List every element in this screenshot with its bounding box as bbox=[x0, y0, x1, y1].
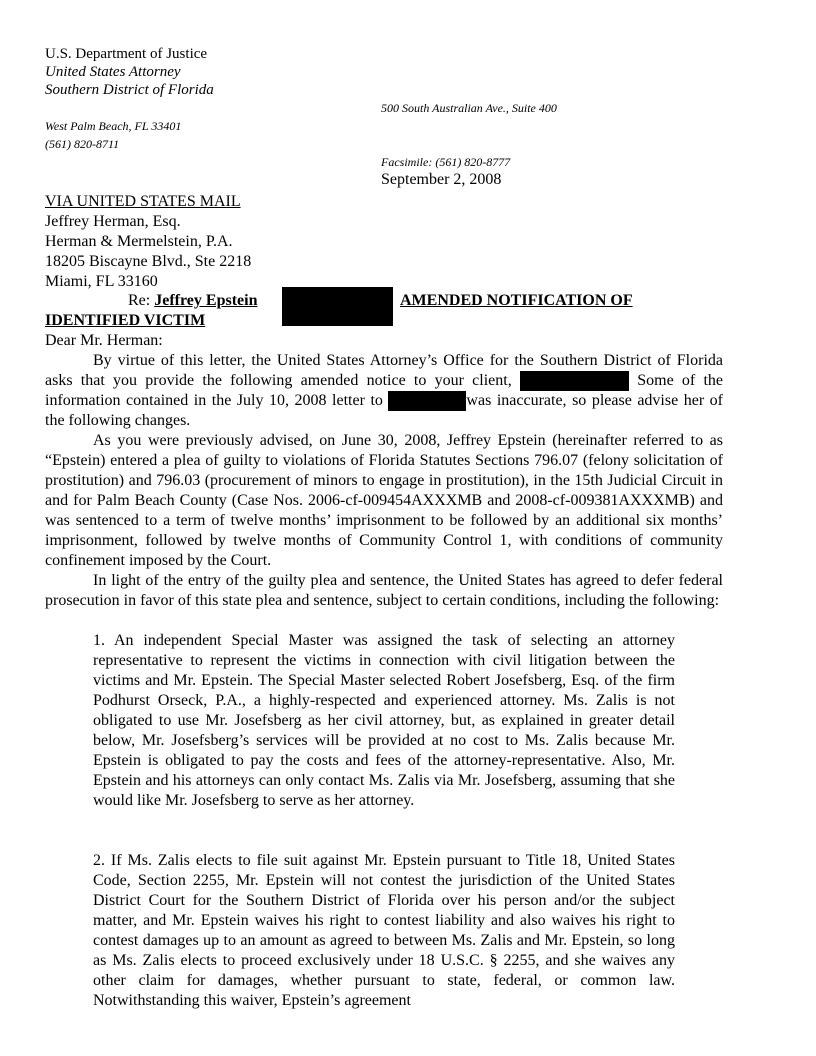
district-name: Southern District of Florida bbox=[45, 82, 214, 98]
paragraph-1-text-b: Some of the information contained in the July 10, 2008 letter to bbox=[45, 372, 724, 409]
department-name: U.S. Department of Justice bbox=[45, 46, 208, 62]
re-title-line-2: IDENTIFIED VICTIM bbox=[45, 312, 206, 329]
re-title-line-1: AMENDED NOTIFICATION OF bbox=[400, 292, 633, 309]
city-address: West Palm Beach, FL 33401 bbox=[45, 119, 182, 133]
street-address: 500 South Australian Ave., Suite 400 bbox=[381, 101, 557, 115]
re-line bbox=[128, 291, 257, 311]
recipient-firm: Herman & Mermelstein, P.A. bbox=[45, 233, 233, 250]
letterhead bbox=[45, 45, 214, 99]
fax-number: Facsimile: (561) 820-8777 bbox=[381, 155, 511, 169]
list-item-2: 2. If Ms. Zalis elects to file suit against Mr. Epstein pursuant to Title 18, United States Code, Section 2255, Mr. Epstein will not contest the jurisdiction of the United States District Court for the Southern District of Florida over his person and/or the subject matter, and Mr. Epstein waives his right to contest liability and also waives his right to contest damages up to an amount as agreed to between Ms. Zalis and Mr. Epstein, so long as Ms. Zalis elects to proceed exclusively under 18 U.S.C. § 2255, and she waives any other claim for damages, whether pursuant to state, federal, or common law. Notwithstanding this waiver, Epstein’s agreement bbox=[93, 852, 675, 1009]
recipient-name: Jeffrey Herman, Esq. bbox=[45, 213, 181, 230]
paragraph-1-text-a: By virtue of this letter, the United States Attorney’s Office for the Southern District of Florida asks that you provide the following amended notice to your client, bbox=[45, 352, 723, 389]
re-defendant: Jeffrey Epstein bbox=[154, 292, 258, 309]
paragraph-1-text-c: was inaccurate, so please advise her of the following changes. bbox=[45, 392, 723, 429]
delivery-method: VIA UNITED STATES MAIL bbox=[45, 193, 241, 210]
redaction-box-letter-recipient bbox=[388, 391, 466, 411]
recipient-street: 18205 Biscayne Blvd., Ste 2218 bbox=[45, 253, 252, 270]
recipient-city: Miami, FL 33160 bbox=[45, 273, 158, 290]
redaction-box-subject bbox=[282, 287, 393, 326]
paragraph-3: In light of the entry of the guilty plea and sentence, the United States has agreed to defer federal prosecution in favor of this state plea and sentence, subject to certain conditions, including the following: bbox=[45, 572, 723, 609]
re-prefix: Re: bbox=[128, 292, 151, 309]
salutation: Dear Mr. Herman: bbox=[45, 332, 163, 349]
office-title: United States Attorney bbox=[45, 64, 181, 80]
letter-date: September 2, 2008 bbox=[381, 171, 502, 188]
recipient-block bbox=[45, 192, 251, 292]
phone-number: (561) 820-8711 bbox=[45, 137, 120, 151]
paragraph-2: As you were previously advised, on June 30, 2008, Jeffrey Epstein (hereinafter referred to as “Epstein) entered a plea of guilty to violations of Florida Statutes Sections 796.07 (felony solicitation of prostitution) and 796.03 (procurement of minors to engage in prostitution), in the 15th Judicial Circuit in and for Palm Beach County (Case Nos. 2006-cf-009454AXXXMB and 2008-cf-009381AXXXMB) and was sentenced to a term of twelve months’ imprisonment to be followed by an additional six months’ imprisonment, followed by twelve months of Community Control 1, with conditions of community confinement imposed by the Court. bbox=[45, 432, 723, 569]
redaction-box-client bbox=[520, 371, 629, 391]
list-item-1: 1. An independent Special Master was assigned the task of selecting an attorney representative to represent the victims in connection with civil litigation between the victims and Mr. Epstein. The Special Master selected Robert Josefsberg, Esq. of the firm Podhurst Orseck, P.A., a highly-respected and experienced attorney. Ms. Zalis is not obligated to use Mr. Josefsberg as her civil attorney, but, as explained in greater detail below, Mr. Josefsberg’s services will be provided at no cost to Ms. Zalis because Mr. Epstein is obligated to pay the costs and fees of the attorney-representative. Also, Mr. Epstein and his attorneys can only contact Ms. Zalis via Mr. Josefsberg, assuming that she would like Mr. Josefsberg to serve as her attorney. bbox=[93, 632, 675, 809]
paragraph-1 bbox=[45, 351, 723, 431]
